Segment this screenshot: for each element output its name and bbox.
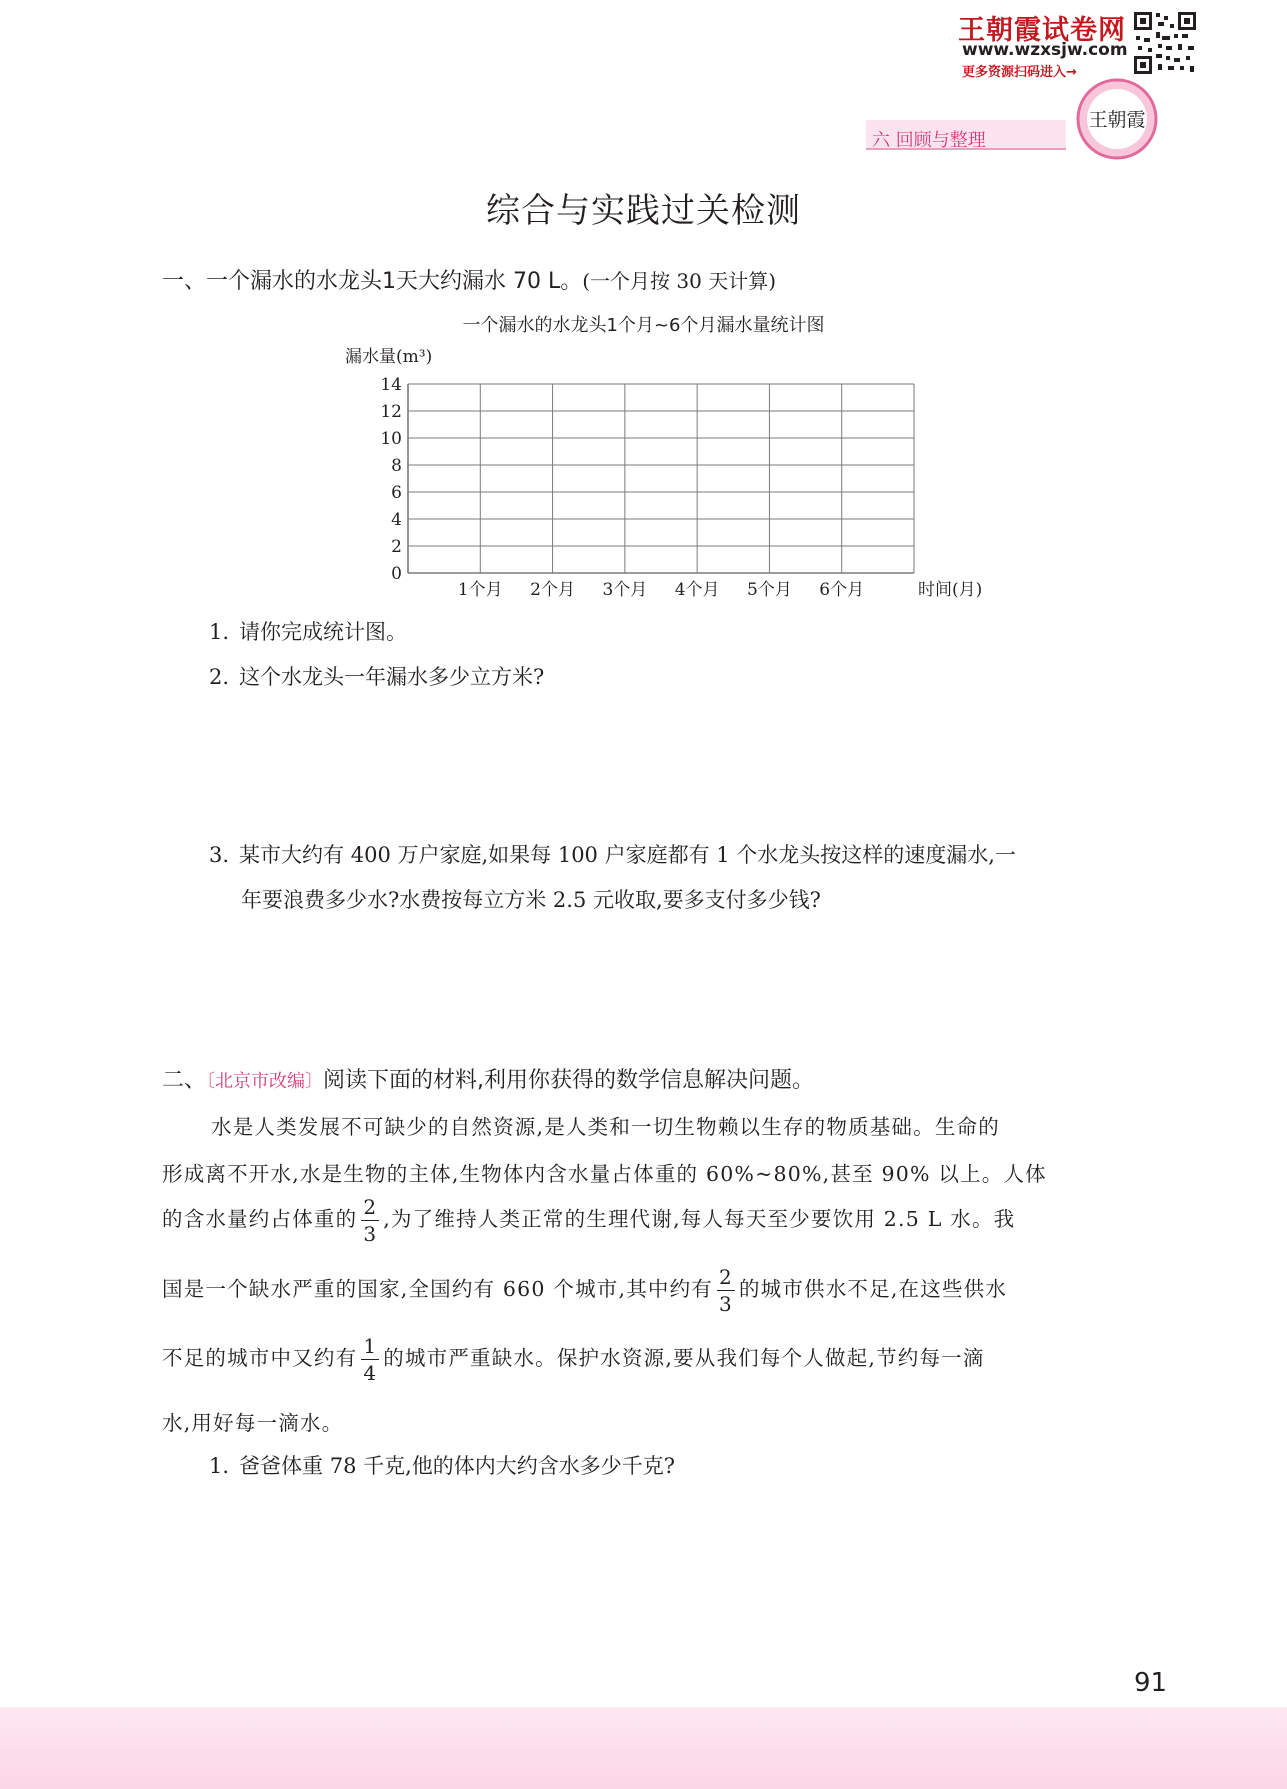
q1-heading [162, 264, 776, 295]
y-tick-label: 4 [391, 510, 402, 530]
fraction-denominator: 3 [363, 1222, 378, 1246]
fraction-denominator: 4 [363, 1361, 378, 1385]
section-label: 六 回顾与整理 [872, 130, 986, 151]
page-title: 综合与实践过关检测 [486, 191, 801, 231]
q2-heading [162, 1063, 814, 1094]
q1-item-2 [209, 661, 544, 691]
item-text: 爸爸体重 78 千克,他的体内大约含水多少千克? [239, 1454, 676, 1478]
q2-title-text: 阅读下面的材料,利用你获得的数学信息解决问题。 [323, 1068, 815, 1093]
item-text: 年要浪费多少水?水费按每立方米 2.5 元收取,要多支付多少钱? [241, 888, 821, 912]
item-text: 请你完成统计图。 [239, 620, 408, 644]
fraction-numerator: 2 [719, 1265, 733, 1289]
item-number: 1. [209, 1454, 230, 1478]
passage-text: ,为了维持人类正常的生理代谢,每人每天至少要饮用 2.5 L 水。我 [383, 1207, 1016, 1231]
passage-text: 的城市供水不足,在这些供水 [738, 1277, 1008, 1301]
q2-item-1 [209, 1450, 675, 1480]
x-tick-label: 6个月 [819, 580, 865, 600]
passage-line-4 [162, 1267, 1007, 1314]
y-tick-label: 10 [380, 429, 402, 449]
q2-prefix: 二、 [162, 1068, 207, 1093]
q1-item-1 [209, 616, 407, 646]
passage-text: 的含水量约占体重的 [162, 1207, 358, 1231]
y-tick-label: 2 [391, 537, 402, 557]
bottom-decorative-band [0, 1707, 1287, 1789]
brand-scan-hint: 更多资源扫码进入→ [962, 65, 1077, 80]
fraction-denominator: 3 [719, 1292, 733, 1316]
q1-item-3-continued [241, 884, 821, 914]
fraction-two-thirds [717, 1267, 735, 1314]
y-tick-label: 6 [391, 483, 402, 503]
qr-code-icon[interactable] [1132, 10, 1198, 76]
q1-title-text: 一、一个漏水的水龙头1天大约漏水 70 L。 [162, 269, 583, 294]
passage-line-1: 水是人类发展不可缺少的自然资源,是人类和一切生物赖以生存的物质基础。生命的 [211, 1115, 1000, 1139]
fraction-numerator: 2 [363, 1195, 378, 1219]
x-tick-label: 2个月 [530, 580, 575, 600]
passage-line-6: 水,用好每一滴水。 [162, 1411, 344, 1435]
y-tick-label: 12 [380, 402, 402, 422]
passage-line-2: 形成离不开水,水是生物的主体,生物体内含水量占体重的 60%~80%,甚至 90% 以上。人体 [162, 1162, 1047, 1186]
page-number: 91 [1134, 1668, 1168, 1698]
item-text: 某市大约有 400 万户家庭,如果每 100 户家庭都有 1 个水龙头按这样的速度漏水,一 [239, 843, 1016, 867]
item-number: 3. [209, 843, 230, 867]
item-number: 2. [209, 665, 230, 689]
passage-text: 的城市严重缺水。保护水资源,要从我们每个人做起,节约每一滴 [383, 1346, 985, 1370]
leak-line-chart [330, 340, 990, 600]
passage-line-3 [162, 1197, 1015, 1244]
x-tick-label: 5个月 [747, 580, 792, 600]
brand-url[interactable]: www.wzxsjw.com [962, 40, 1128, 60]
passage-text: 国是一个缺水严重的国家,全国约有 660 个城市,其中约有 [162, 1277, 713, 1301]
chart-title: 一个漏水的水龙头1个月~6个月漏水量统计图 [462, 315, 825, 336]
fraction-one-quarter [361, 1336, 379, 1383]
q1-item-3 [209, 839, 1016, 869]
brand-title: 王朝霞试卷网 [958, 15, 1126, 46]
passage-line-5 [162, 1336, 985, 1383]
fraction-two-thirds [361, 1197, 379, 1244]
y-tick-label: 8 [391, 456, 402, 476]
q2-source-tag: 〔北京市改编〕 [206, 1071, 324, 1092]
item-text: 这个水龙头一年漏水多少立方米? [239, 665, 545, 689]
y-tick-label: 0 [391, 564, 402, 584]
x-tick-label: 1个月 [457, 580, 503, 600]
q1-note: (一个月按 30 天计算) [582, 269, 777, 293]
x-tick-label: 4个月 [674, 580, 720, 600]
x-axis-label: 时间(月) [918, 580, 983, 600]
x-tick-label: 3个月 [602, 580, 648, 600]
item-number: 1. [209, 620, 230, 644]
y-axis-label: 漏水量(m³) [345, 347, 433, 367]
fraction-numerator: 1 [363, 1334, 378, 1358]
brand-seal-icon [1076, 78, 1158, 160]
y-tick-label: 14 [380, 375, 402, 395]
seal-text: 王朝霞 [1088, 109, 1146, 131]
passage-text: 不足的城市中又约有 [162, 1346, 358, 1370]
